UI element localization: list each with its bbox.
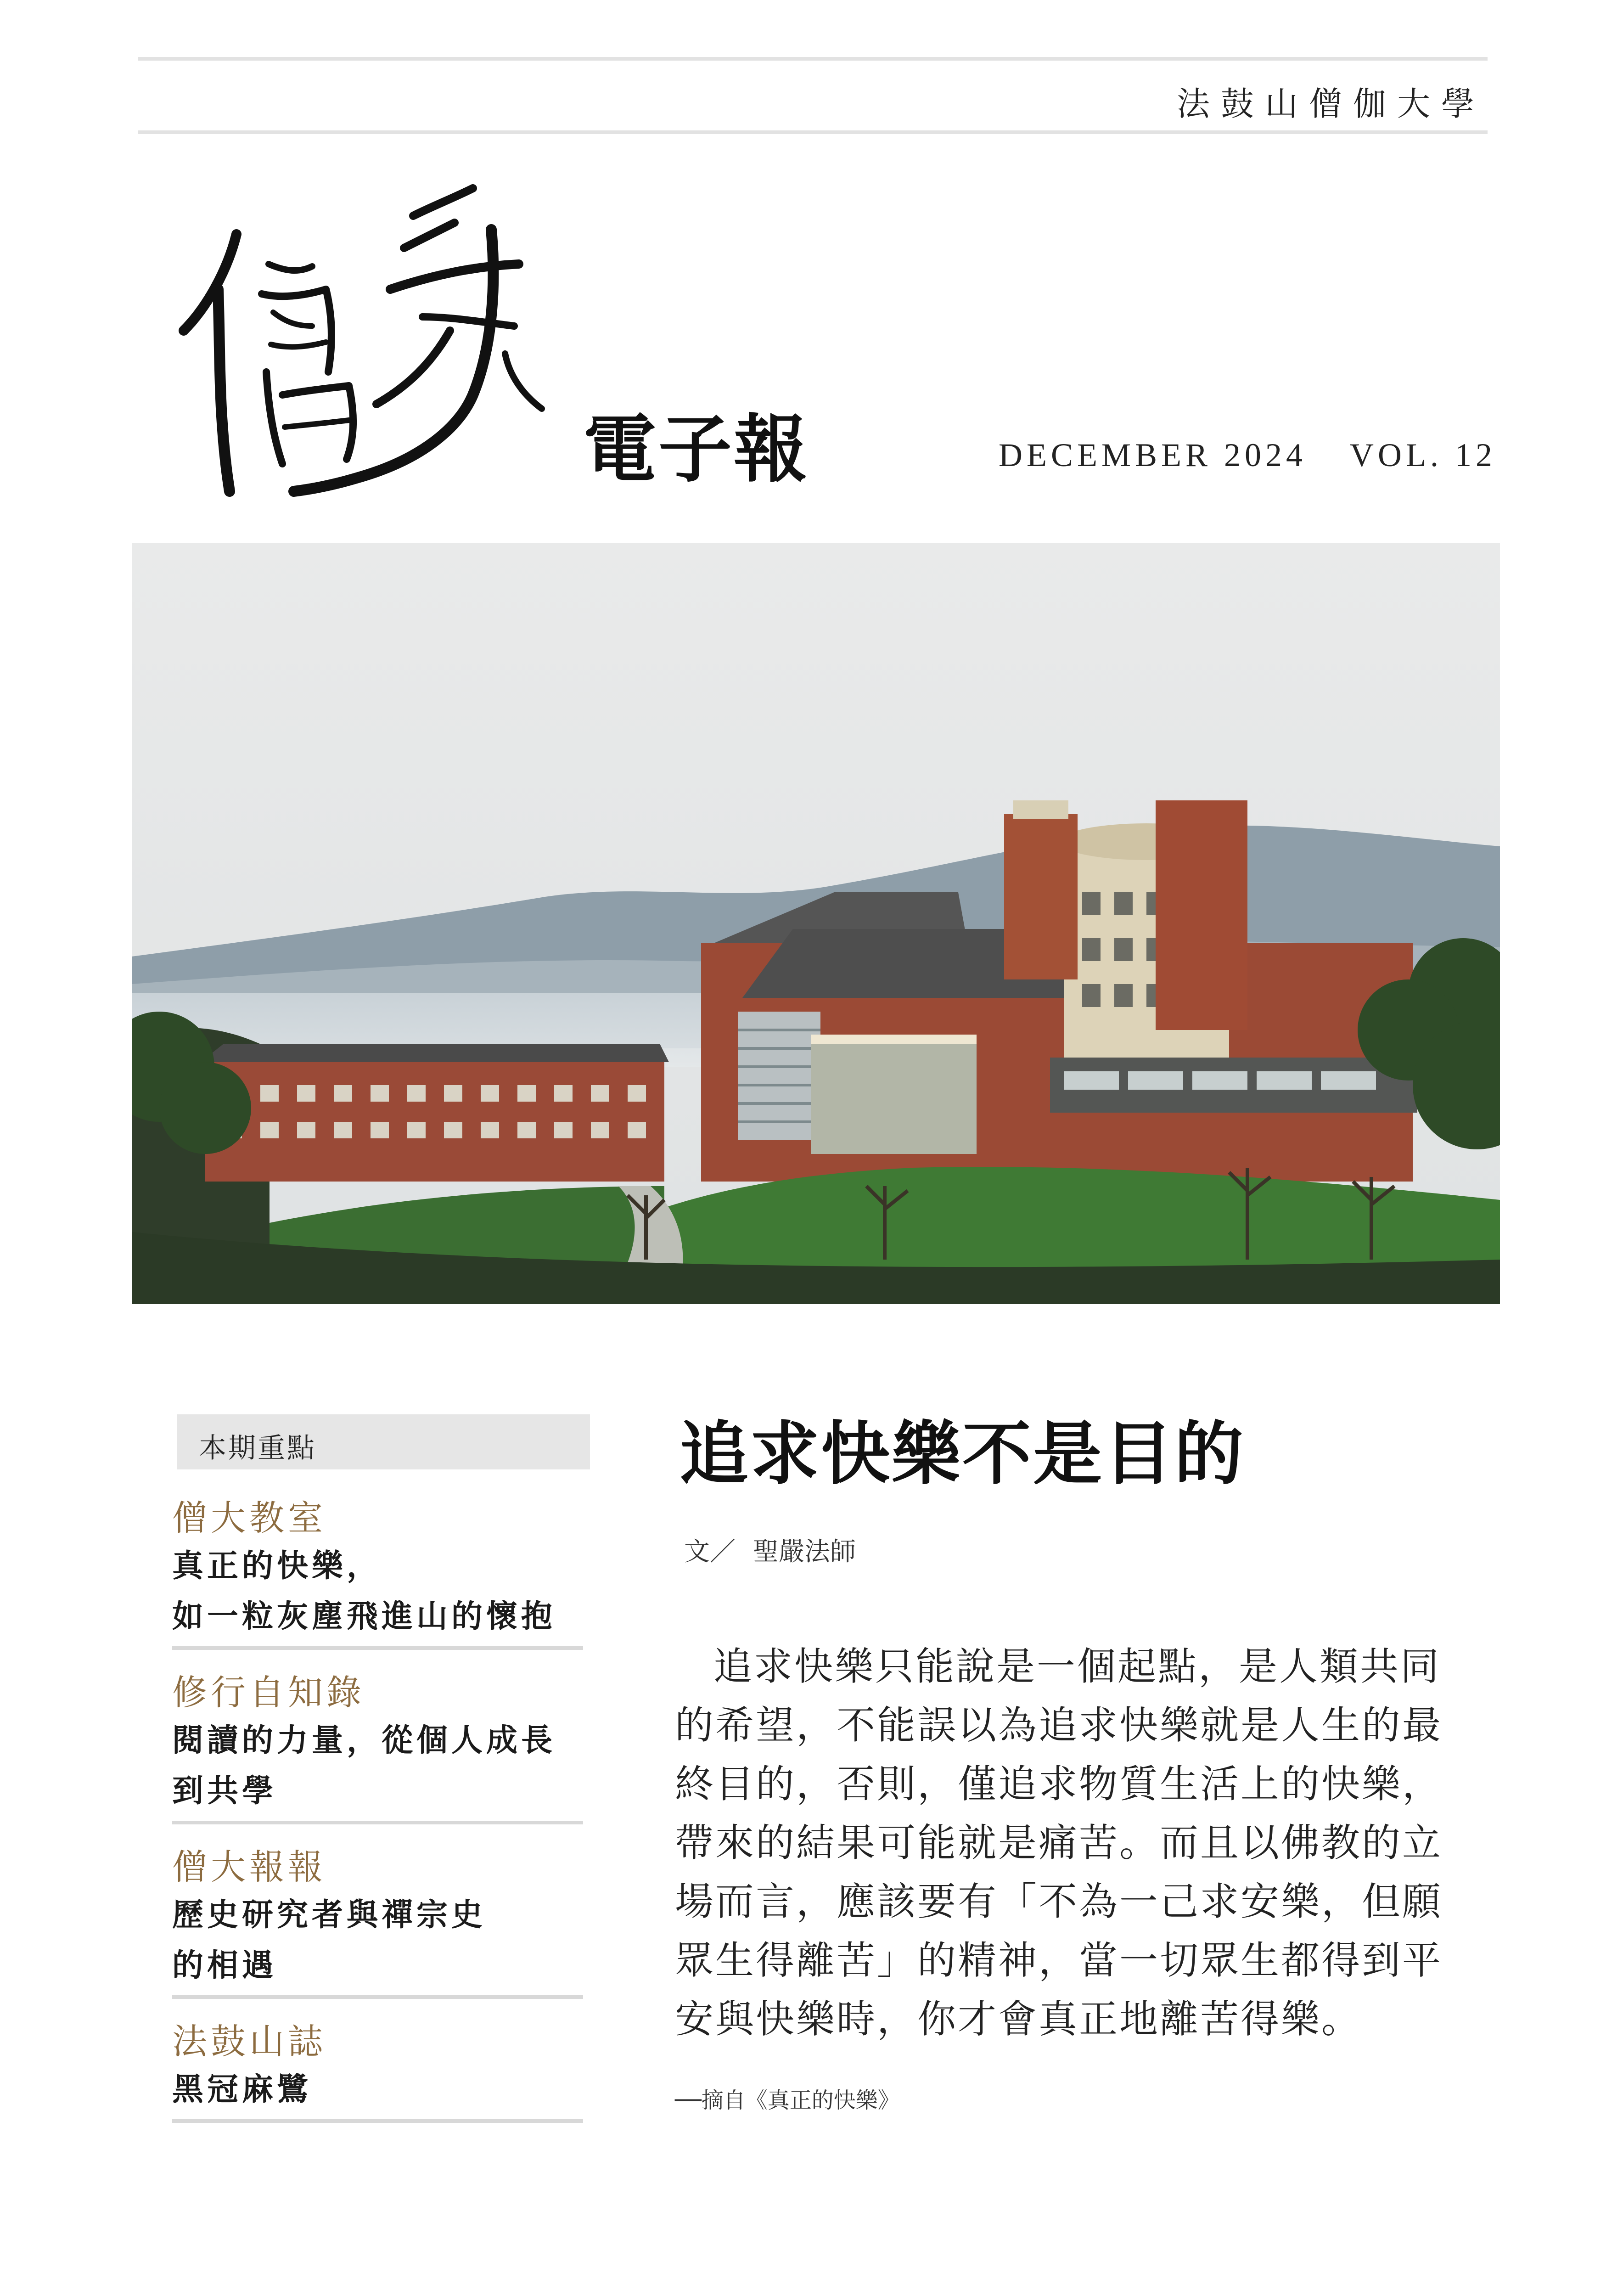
toc-title-line[interactable]: 如一粒灰塵飛進山的懷抱 [172,1598,556,1635]
highlights-header [177,1414,590,1469]
quote-source: ──摘自《真正的快樂》 [675,2088,900,2113]
hero-photo-campus [132,543,1500,1304]
article-body: 追求快樂只能說是一個起點，是人類共同的希望，不能誤以為追求快樂就是人生的最終目的，否則，僅追求物質生活上的快樂，帶來的結果可能就是痛苦。而且以佛教的立場而言，應該要有「不為一己求安樂，但願眾生得離苦」的精神，當一切眾生都得到平安與快樂時，你才會真正地離苦得樂。 [675,1644,1443,2042]
header-rule-bottom [138,130,1488,134]
toc-title-line[interactable]: 歷史研究者與禪宗史 [172,1896,487,1933]
university-name: 法鼓山僧伽大學 [1176,84,1485,123]
toc-category-journal[interactable]: 法鼓山誌 [172,2021,326,2062]
brand-subtitle: 電子報 [583,406,809,492]
brand-calligraphy-logo [174,179,551,510]
toc-divider [172,1646,583,1650]
highlights-header-label: 本期重點 [199,1432,316,1464]
toc-divider [172,1821,583,1824]
toc-category-practice[interactable]: 修行自知錄 [172,1672,365,1713]
header-rule-top [138,57,1488,61]
toc-title-line[interactable]: 的相遇 [172,1947,277,1984]
issue-date: DECEMBER 2024 [999,437,1307,473]
toc-title-line[interactable]: 閱讀的力量，從個人成長 [172,1722,556,1759]
byline-prefix: 文／ [684,1537,736,1567]
toc-divider [172,1995,583,1999]
toc-divider [172,2119,583,2123]
toc-category-classroom[interactable]: 僧大教室 [172,1497,326,1538]
article-title: 追求快樂不是目的 [680,1413,1246,1494]
toc-category-news[interactable]: 僧大報報 [172,1846,326,1887]
toc-title-line[interactable]: 到共學 [172,1773,277,1809]
toc-title-line[interactable]: 黑冠麻鷺 [172,2071,312,2108]
byline-author: 聖嚴法師 [753,1537,856,1567]
toc-title-line[interactable]: 真正的快樂， [172,1548,382,1584]
issue-volume: VOL. 12 [1350,437,1496,473]
